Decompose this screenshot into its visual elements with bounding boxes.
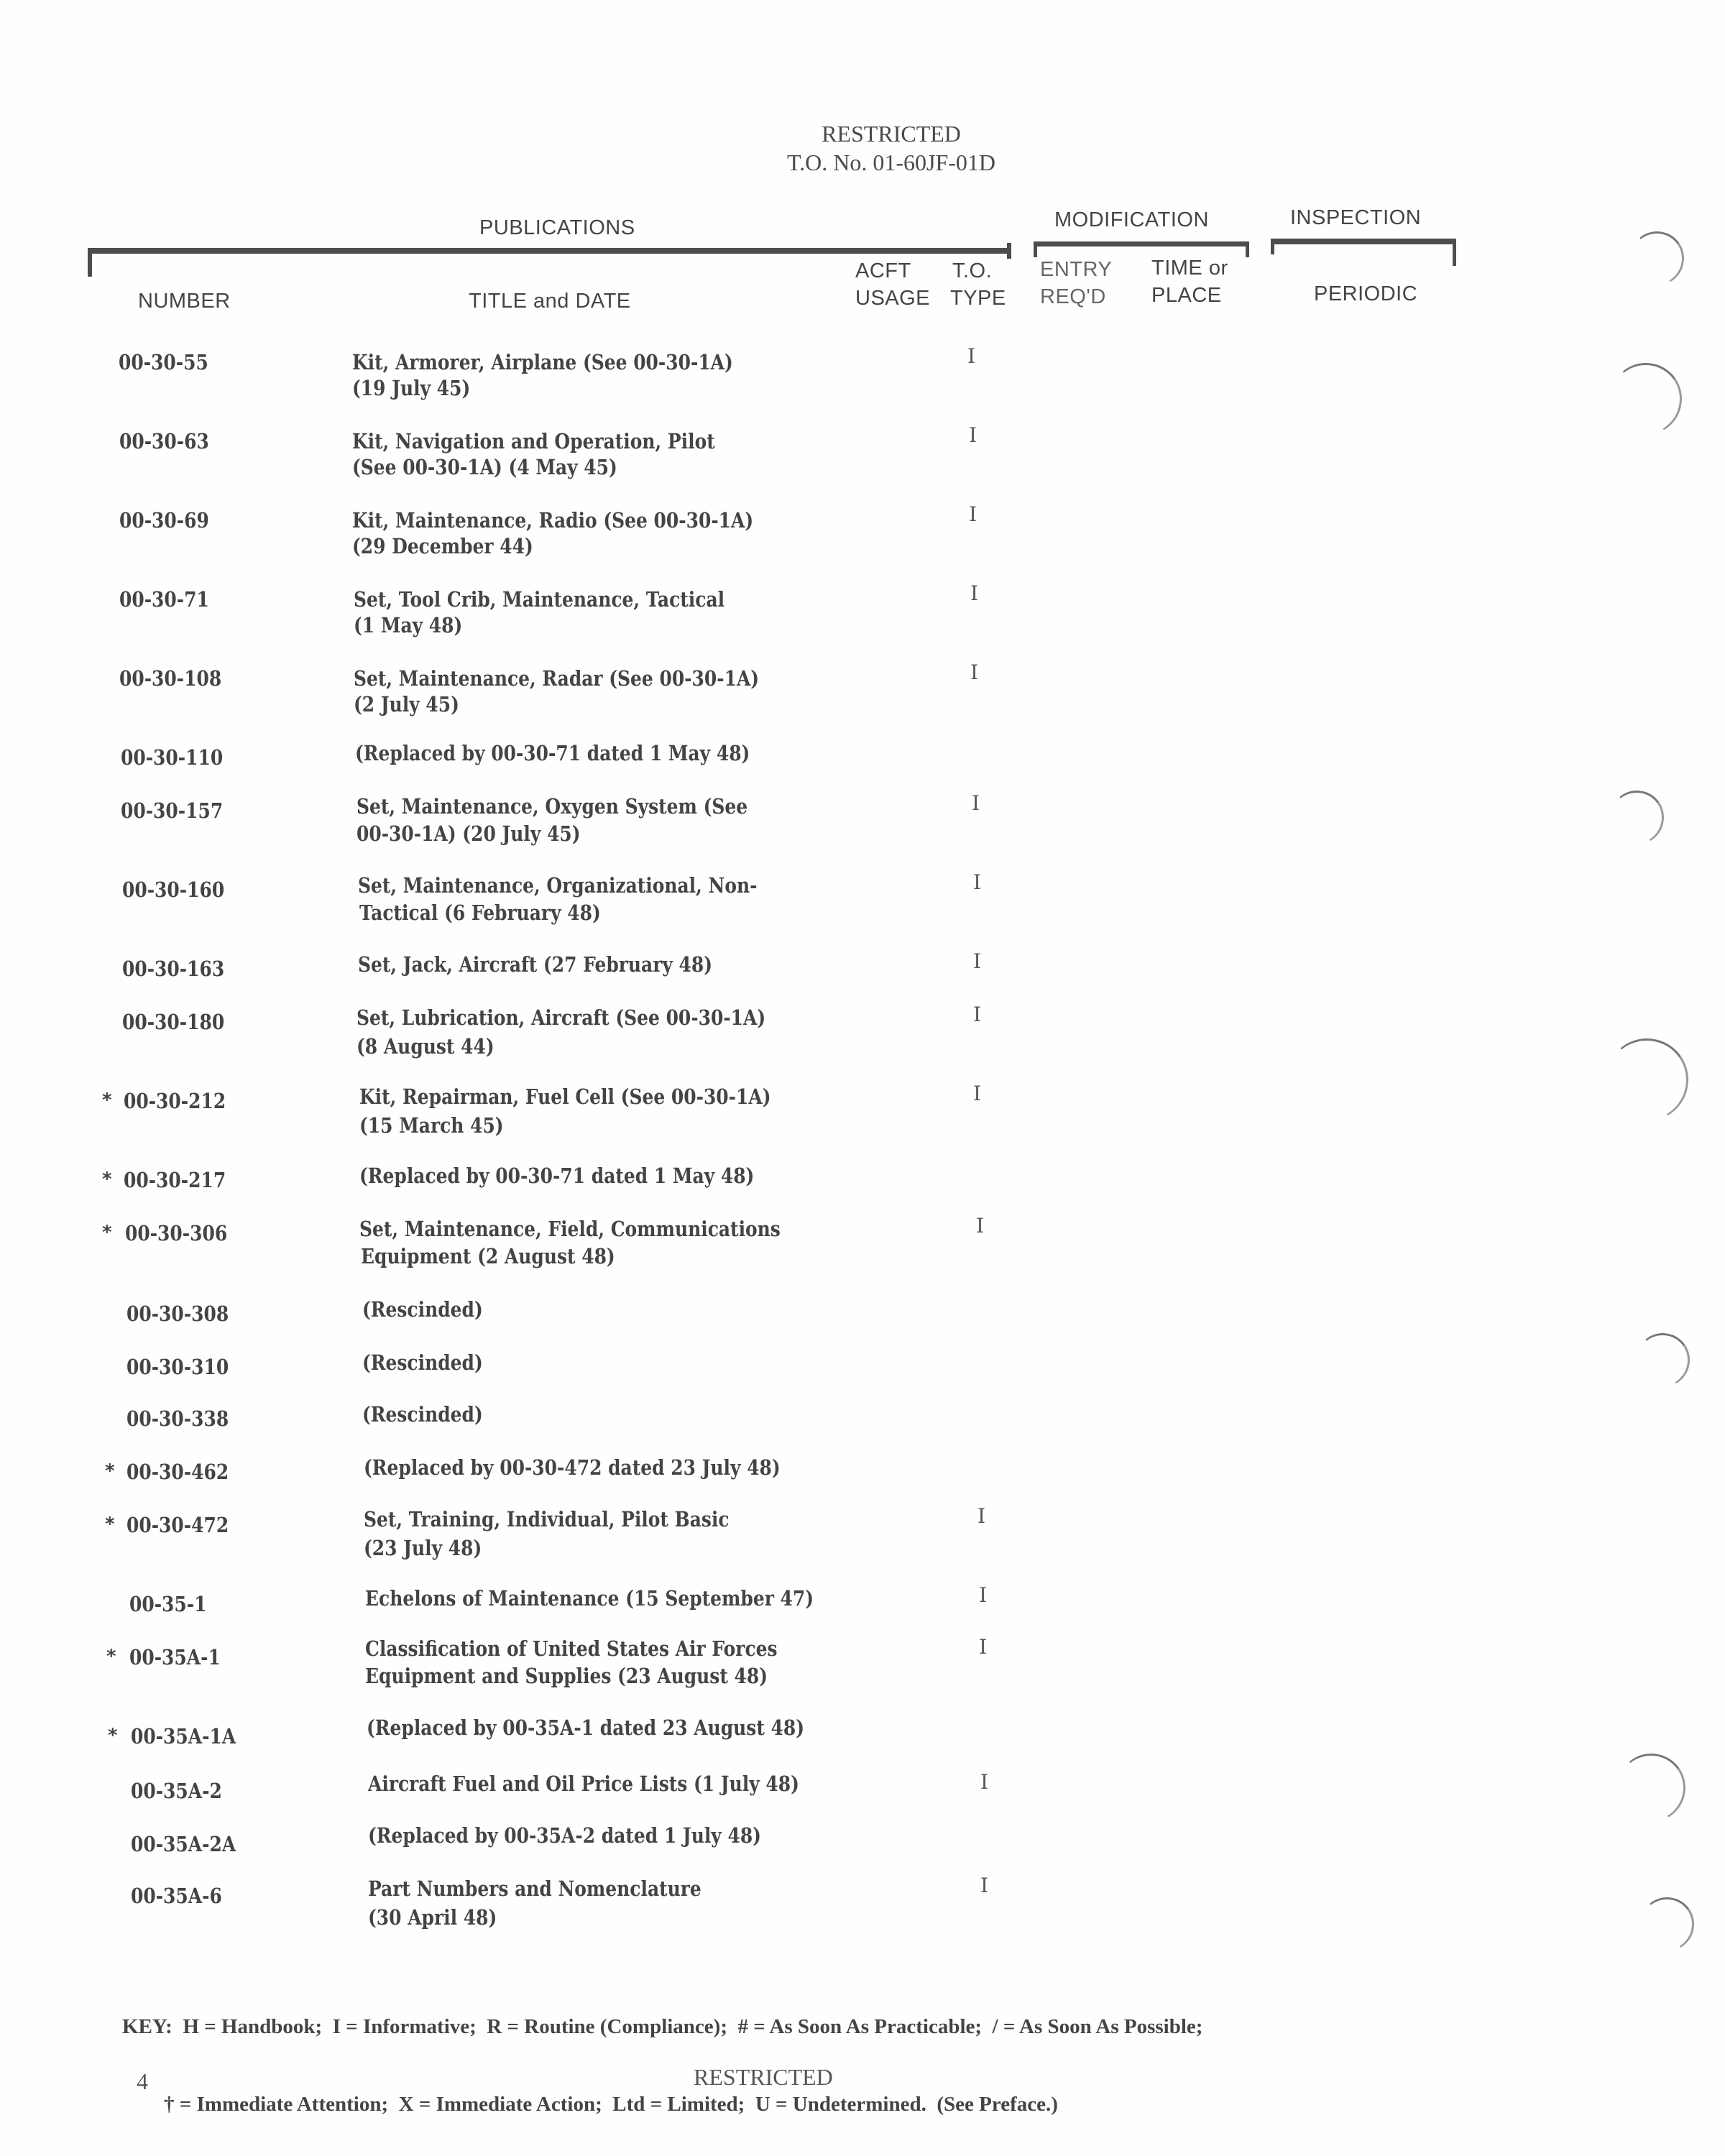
title-line-1: Classification of United States Air Forces: [365, 1636, 778, 1661]
title-line-1: Set, Lubrication, Aircraft (See 00-30-1A): [356, 1005, 766, 1030]
publication-number: 00-30-160: [122, 877, 225, 902]
title-line-1: (Replaced by 00-35A-1 dated 23 August 48): [367, 1715, 805, 1740]
publication-number: 00-30-108: [119, 666, 222, 691]
title-line-1: Set, Maintenance, Oxygen System (See: [356, 794, 748, 819]
binder-hole-mark: [1632, 1329, 1694, 1391]
revision-star: *: [102, 1089, 112, 1111]
title-line-2: (30 April 48): [368, 1905, 497, 1930]
revision-star: *: [105, 1514, 115, 1535]
inspection-group-header: INSPECTION: [1290, 206, 1422, 229]
publication-number: 00-35A-1: [129, 1645, 221, 1669]
revision-star: *: [108, 1725, 118, 1746]
binder-hole-mark: [1636, 1893, 1698, 1955]
publication-number: 00-30-71: [119, 587, 209, 612]
modification-bracket-left: [1034, 241, 1037, 257]
publication-number: 00-30-157: [121, 798, 224, 823]
to-type-value: I: [973, 1003, 982, 1026]
title-line-1: (Rescinded): [362, 1297, 483, 1322]
binder-hole-mark: [1604, 357, 1688, 441]
to-type-value: I: [973, 949, 982, 973]
publication-number: 00-30-63: [119, 429, 209, 453]
publication-number: 00-30-338: [126, 1406, 229, 1431]
title-line-1: Set, Maintenance, Organizational, Non-: [358, 873, 758, 898]
title-line-1: (Replaced by 00-30-71 dated 1 May 48): [359, 1164, 755, 1188]
publication-number: 00-35A-2: [131, 1779, 222, 1803]
to-type-value: I: [973, 870, 982, 894]
to-label: T.O.: [952, 259, 993, 282]
to-number: T.O. No. 01-60JF-01D: [786, 149, 996, 175]
title-line-1: Set, Maintenance, Radar (See 00-30-1A): [354, 666, 760, 691]
publications-bracket: [88, 248, 1011, 254]
column-header-time-or-place: [1151, 254, 1228, 309]
binder-hole-mark: [1606, 786, 1668, 849]
column-header-acft-usage: [855, 257, 930, 312]
title-line-2: Equipment and Supplies (23 August 48): [365, 1664, 768, 1688]
to-type-value: I: [970, 660, 979, 684]
revision-star: *: [102, 1222, 112, 1243]
title-line-1: Aircraft Fuel and Oil Price Lists (1 July 48): [368, 1772, 799, 1796]
title-line-1: (Replaced by 00-35A-2 dated 1 July 48): [368, 1823, 762, 1848]
publication-number: 00-35A-2A: [131, 1832, 236, 1856]
binder-hole-mark: [1599, 1032, 1695, 1128]
publications-group-header: PUBLICATIONS: [479, 216, 635, 239]
binder-hole-mark: [1611, 1748, 1690, 1827]
page-header: [0, 119, 1725, 177]
modification-bracket-right: [1246, 241, 1249, 257]
usage-label: USAGE: [855, 287, 931, 310]
publication-number: 00-30-462: [126, 1460, 229, 1484]
modification-group-header: MODIFICATION: [1054, 208, 1209, 231]
publication-number: 00-35A-6: [131, 1884, 222, 1908]
title-line-2: Tactical (6 February 48): [359, 900, 601, 925]
title-line-2: (See 00-30-1A) (4 May 45): [352, 455, 617, 479]
title-line-1: (Replaced by 00-30-472 dated 23 July 48): [364, 1455, 781, 1480]
title-line-2: (15 March 45): [359, 1113, 504, 1138]
column-header-entry-reqd: [1040, 256, 1112, 310]
to-type-value: I: [978, 1504, 986, 1528]
time-or-label: TIME or: [1151, 257, 1228, 280]
publications-bracket-right: [1007, 243, 1011, 259]
title-line-1: Echelons of Maintenance (15 September 47): [365, 1586, 814, 1611]
publications-bracket-left: [88, 248, 92, 277]
revision-star: *: [102, 1169, 112, 1190]
title-line-2: 00-30-1A) (20 July 45): [356, 821, 581, 846]
publication-number: 00-30-308: [126, 1302, 229, 1326]
inspection-bracket-right: [1453, 239, 1456, 266]
title-line-1: Kit, Repairman, Fuel Cell (See 00-30-1A): [359, 1084, 771, 1109]
revision-star: *: [106, 1646, 116, 1667]
publication-number: 00-35-1: [129, 1592, 207, 1616]
to-type-value: I: [979, 1583, 988, 1607]
to-type-value: I: [972, 791, 980, 815]
to-type-value: I: [969, 423, 978, 447]
type-label: TYPE: [950, 287, 1006, 310]
publication-number: 00-30-110: [121, 745, 224, 770]
publication-number: 00-30-55: [119, 350, 208, 374]
key-line-1: KEY: H = Handbook; I = Informative; R = Routine (Compliance); # = As Soon As Practicable; / = As Soon As Possible;: [122, 2015, 1203, 2038]
revision-star: *: [105, 1460, 115, 1482]
column-header-periodic: PERIODIC: [1314, 282, 1418, 305]
page-number: 4: [137, 2068, 148, 2094]
publication-number: 00-30-69: [119, 508, 209, 533]
to-type-value: I: [967, 344, 976, 368]
to-type-value: I: [973, 1082, 982, 1105]
title-line-1: Kit, Navigation and Operation, Pilot: [352, 429, 715, 453]
title-line-2: (19 July 45): [352, 376, 471, 400]
publication-number: 00-30-163: [122, 957, 225, 981]
title-line-1: Set, Tool Crib, Maintenance, Tactical: [354, 587, 725, 612]
title-line-1: Part Numbers and Nomenclature: [368, 1876, 702, 1901]
title-line-2: Equipment (2 August 48): [361, 1244, 615, 1268]
column-header-to-type: [950, 257, 1006, 312]
title-line-1: Set, Jack, Aircraft (27 February 48): [358, 952, 713, 977]
title-line-2: (23 July 48): [364, 1536, 482, 1560]
title-line-1: Set, Training, Individual, Pilot Basic: [364, 1507, 730, 1531]
classification-footer: RESTRICTED: [694, 2064, 833, 2090]
key-line-2: † = Immediate Attention; X = Immediate Action; Ltd = Limited; U = Undetermined. (See Preface.): [122, 2093, 1058, 2116]
inspection-bracket-left: [1271, 239, 1274, 254]
acft-label: ACFT: [855, 259, 911, 282]
publication-number: 00-30-472: [126, 1513, 229, 1537]
title-line-1: (Replaced by 00-30-71 dated 1 May 48): [355, 741, 750, 765]
publication-number: 00-30-310: [126, 1355, 229, 1379]
title-line-1: Set, Maintenance, Field, Communications: [359, 1217, 781, 1241]
publication-number: 00-30-212: [124, 1089, 226, 1113]
legend-key: [122, 1962, 1202, 2143]
column-header-number: NUMBER: [138, 290, 231, 313]
publication-number: 00-35A-1A: [131, 1724, 236, 1749]
reqd-label: REQ'D: [1040, 285, 1106, 308]
to-type-value: I: [980, 1770, 989, 1794]
inspection-bracket: [1271, 239, 1456, 244]
title-line-1: Kit, Armorer, Airplane (See 00-30-1A): [352, 350, 733, 374]
to-type-value: I: [969, 502, 978, 526]
classification-header: RESTRICTED: [822, 121, 961, 147]
title-line-1: (Rescinded): [362, 1350, 483, 1375]
publication-number: 00-30-217: [124, 1168, 226, 1192]
to-type-value: I: [979, 1635, 988, 1659]
title-line-2: (8 August 44): [356, 1034, 494, 1059]
title-line-1: Kit, Maintenance, Radio (See 00-30-1A): [352, 508, 754, 533]
column-header-title-date: TITLE and DATE: [469, 290, 631, 313]
publication-number: 00-30-180: [122, 1010, 225, 1034]
place-label: PLACE: [1151, 284, 1222, 307]
title-line-2: (29 December 44): [352, 534, 533, 558]
binder-hole-mark: [1626, 227, 1688, 290]
to-type-value: I: [976, 1214, 985, 1238]
title-line-1: (Rescinded): [362, 1402, 483, 1427]
title-line-2: (2 July 45): [354, 692, 459, 717]
to-type-value: I: [980, 1874, 989, 1897]
publication-number: 00-30-306: [125, 1221, 228, 1245]
modification-bracket: [1034, 241, 1249, 247]
title-line-2: (1 May 48): [354, 613, 463, 637]
entry-label: ENTRY: [1040, 258, 1113, 281]
to-type-value: I: [970, 581, 979, 605]
